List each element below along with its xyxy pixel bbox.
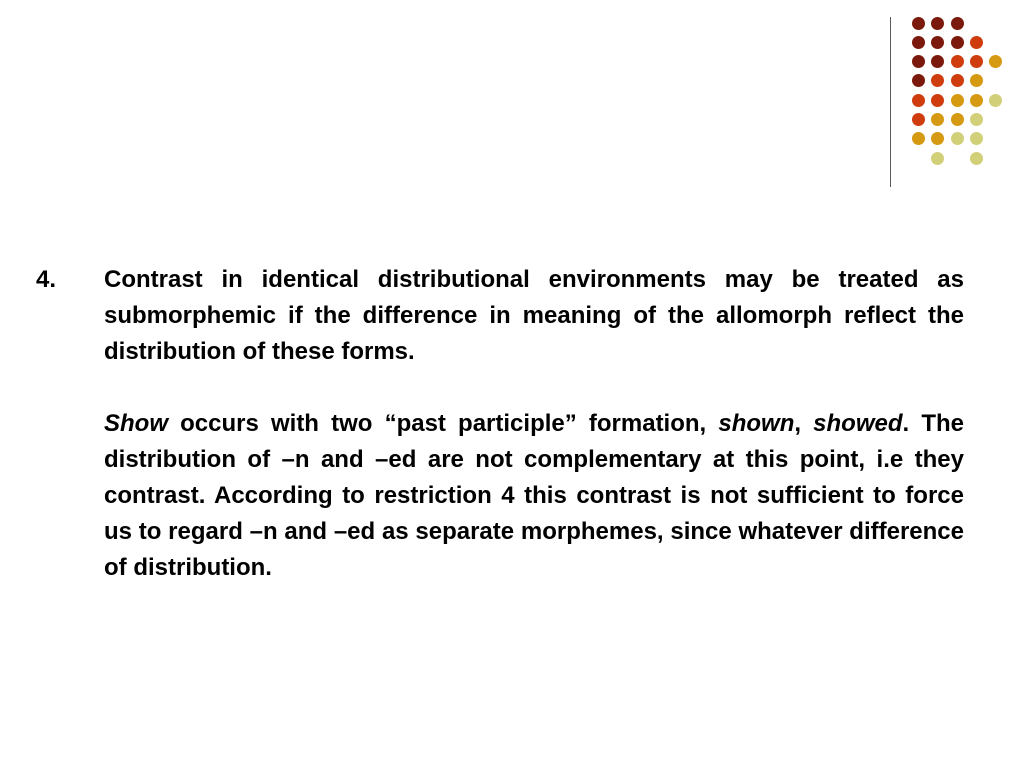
- slide-body: [36, 262, 964, 586]
- decorative-dot-grid: [0, 0, 1024, 200]
- decorative-dot: [951, 74, 964, 87]
- decorative-dot: [951, 17, 964, 30]
- decorative-dot: [931, 113, 944, 126]
- decorative-dot: [951, 132, 964, 145]
- decorative-dot: [951, 113, 964, 126]
- point-number: 4.: [36, 266, 57, 293]
- decorative-dot: [931, 17, 944, 30]
- example-text-1: occurs with two “past participle” formation,: [168, 410, 719, 437]
- decorative-dot: [931, 152, 944, 165]
- decorative-dot: [931, 94, 944, 107]
- decorative-dot: [970, 152, 983, 165]
- decorative-dot: [912, 36, 925, 49]
- decorative-dot: [970, 74, 983, 87]
- decorative-dot: [912, 55, 925, 68]
- example-text-2: ,: [794, 410, 814, 437]
- example-word-shown: shown: [718, 410, 795, 437]
- decorative-dot: [989, 55, 1002, 68]
- decorative-dot: [989, 94, 1002, 107]
- point-text: Contrast in identical distributional environments may be treated as submorphemic if the difference in meaning of the allomorph reflect the distribution of these forms.: [104, 266, 964, 365]
- decorative-dot: [970, 36, 983, 49]
- decorative-dot: [951, 36, 964, 49]
- decorative-dot: [912, 94, 925, 107]
- decorative-dot: [931, 55, 944, 68]
- example-word-show: Show: [104, 410, 168, 437]
- numbered-point: [36, 262, 964, 370]
- decorative-dot: [970, 55, 983, 68]
- decorative-dot: [912, 113, 925, 126]
- decorative-dot: [931, 132, 944, 145]
- decorative-dot: [970, 132, 983, 145]
- decorative-dot: [912, 17, 925, 30]
- decorative-dot: [970, 113, 983, 126]
- decorative-dot: [912, 74, 925, 87]
- example-text-3: . The distribution of –n and –ed are not complementary at this point, i.e they contrast. According to restriction 4 this contrast is not sufficient to force us to regard –n and –ed as separate morphemes, since whatever difference of distribution.: [104, 410, 964, 581]
- decorative-dot: [970, 94, 983, 107]
- example-paragraph: [36, 406, 964, 586]
- vertical-divider-line: [890, 17, 891, 187]
- example-word-showed: showed: [813, 410, 903, 437]
- decorative-dot: [951, 55, 964, 68]
- decorative-dot: [931, 74, 944, 87]
- decorative-dot: [951, 94, 964, 107]
- decorative-dot: [931, 36, 944, 49]
- decorative-dot: [912, 132, 925, 145]
